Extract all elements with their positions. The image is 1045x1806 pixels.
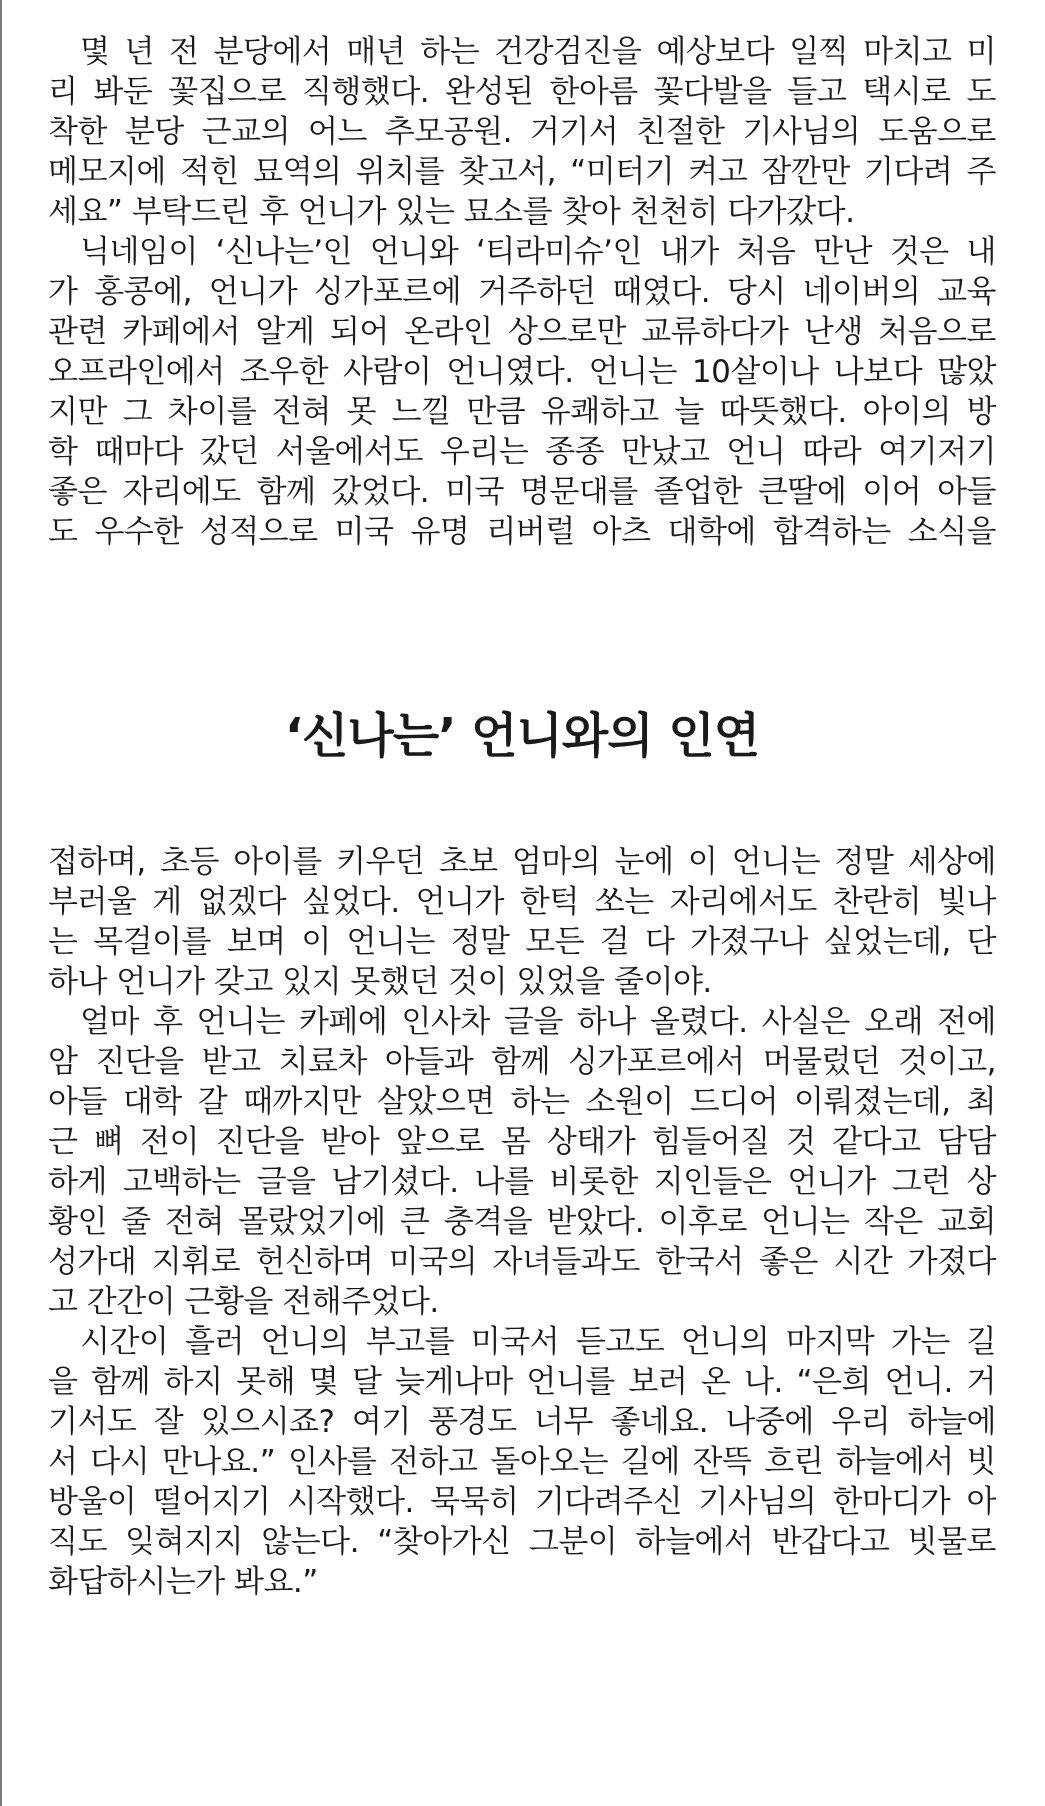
- text-line: 암 진단을 받고 치료차 아들과 함께 싱가포르에서 머물렀던 것이고,: [48, 1044, 996, 1080]
- article-headline: ‘신나는’ 언니와의 인연: [284, 708, 760, 764]
- text-line: 하게 고백하는 글을 남기셨다. 나를 비롯한 지인들은 언니가 그런 상: [48, 1164, 996, 1200]
- text-line: 오프라인에서 조우한 사람이 언니였다. 언니는 10살이나 나보다 많았: [48, 354, 996, 390]
- text-line: 리 봐둔 꽃집으로 직행했다. 완성된 한아름 꽃다발을 들고 택시로 도: [48, 74, 996, 110]
- text-line: 부러울 게 없겠다 싶었다. 언니가 한턱 쏘는 자리에서도 찬란히 빛나: [48, 884, 996, 920]
- text-line: 착한 분당 근교의 어느 추모공원. 거기서 친절한 기사님의 도움으로: [48, 114, 996, 150]
- text-line: 도 우수한 성적으로 미국 유명 리버럴 아츠 대학에 합격하는 소식을: [48, 514, 996, 550]
- article-body-bottom: [48, 842, 996, 1602]
- text-line: 시간이 흘러 언니의 부고를 미국서 듣고도 언니의 마지막 가는 길: [80, 1324, 996, 1360]
- text-line: 성가대 지휘로 헌신하며 미국의 자녀들과도 한국서 좋은 시간 가졌다: [48, 1244, 996, 1280]
- text-line: 얼마 후 언니는 카페에 인사차 글을 하나 올렸다. 사실은 오래 전에: [80, 1004, 996, 1040]
- text-line: 가 홍콩에, 언니가 싱가포르에 거주하던 때였다. 당시 네이버의 교육: [48, 274, 996, 310]
- text-line: 좋은 자리에도 함께 갔었다. 미국 명문대를 졸업한 큰딸에 이어 아들: [48, 474, 996, 510]
- text-line: 닉네임이 ‘신나는’인 언니와 ‘티라미슈’인 내가 처음 만난 것은 내: [80, 234, 996, 270]
- text-line: 화답하시는가 봐요.”: [48, 1564, 318, 1600]
- text-line: 을 함께 하지 못해 몇 달 늦게나마 언니를 보러 온 나. “은희 언니. 거: [48, 1364, 996, 1400]
- text-line: 세요” 부탁드린 후 언니가 있는 묘소를 찾아 천천히 다가갔다.: [48, 194, 855, 230]
- text-line: 메모지에 적힌 묘역의 위치를 찾고서, “미터기 켜고 잠깐만 기다려 주: [48, 154, 996, 190]
- text-line: 지만 그 차이를 전혀 못 느낄 만큼 유쾌하고 늘 따뜻했다. 아이의 방: [48, 394, 996, 430]
- text-line: 몇 년 전 분당에서 매년 하는 건강검진을 예상보다 일찍 마치고 미: [80, 34, 996, 70]
- text-line: 직도 잊혀지지 않는다. “찾아가신 그분이 하늘에서 반갑다고 빗물로: [48, 1524, 996, 1560]
- text-line: 하나 언니가 갖고 있지 못했던 것이 있었을 줄이야.: [48, 964, 712, 1000]
- text-line: 는 목걸이를 보며 이 언니는 정말 모든 걸 다 가졌구나 싶었는데, 단: [48, 924, 996, 960]
- text-line: 기서도 잘 있으시죠? 여기 풍경도 너무 좋네요. 나중에 우리 하늘에: [48, 1404, 996, 1440]
- text-line: 관련 카페에서 알게 되어 온라인 상으로만 교류하다가 난생 처음으로: [48, 314, 996, 350]
- text-line: 학 때마다 갔던 서울에서도 우리는 종종 만났고 언니 따라 여기저기: [48, 434, 996, 470]
- text-line: 서 다시 만나요.” 인사를 전하고 돌아오는 길에 잔뜩 흐린 하늘에서 빗: [48, 1444, 996, 1480]
- article-body-top: [48, 32, 996, 552]
- text-line: 방울이 떨어지기 시작했다. 묵묵히 기다려주신 기사님의 한마디가 아: [48, 1484, 996, 1520]
- text-line: 아들 대학 갈 때까지만 살았으면 하는 소원이 드디어 이뤄졌는데, 최: [48, 1084, 996, 1120]
- text-line: 황인 줄 전혀 몰랐었기에 큰 충격을 받았다. 이후로 언니는 작은 교회: [48, 1204, 996, 1240]
- text-line: 근 뼈 전이 진단을 받아 앞으로 몸 상태가 힘들어질 것 같다고 담담: [48, 1124, 996, 1160]
- page-left-border: [0, 0, 2, 1806]
- text-line: 고 간간이 근황을 전해주었다.: [48, 1284, 439, 1320]
- text-line: 접하며, 초등 아이를 키우던 초보 엄마의 눈에 이 언니는 정말 세상에: [48, 844, 996, 880]
